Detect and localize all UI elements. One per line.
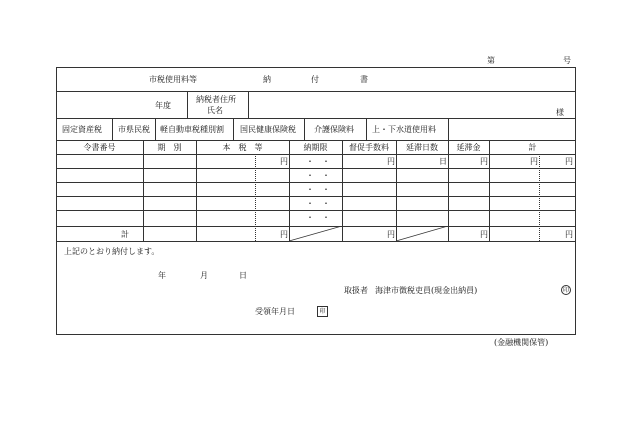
column-header-total: 計: [528, 143, 537, 152]
receiver-name: 海津市徴税吏員(現金出納員): [375, 286, 478, 295]
title-char-2: 付: [311, 75, 319, 84]
unit-day: 日: [439, 157, 447, 166]
title-char-3: 書: [360, 75, 368, 84]
date-day-label: 日: [239, 271, 247, 280]
unit-yen: 円: [280, 230, 288, 239]
unit-yen: 円: [530, 157, 538, 166]
received-date-label: 受領年月日: [255, 307, 295, 316]
column-header-notice-no: 令書番号: [83, 143, 116, 152]
date-month-label: 月: [200, 271, 208, 280]
category-light-vehicle-tax: 軽自動車税種別割: [160, 125, 224, 134]
category-water-sewer: 上・下水道使用料: [372, 125, 436, 134]
unit-yen: 円: [387, 157, 395, 166]
unit-yen: 円: [480, 157, 488, 166]
date-year-label: 年: [158, 271, 166, 280]
unit-yen: 円: [565, 157, 573, 166]
receiver-label: 取扱者: [344, 286, 368, 295]
category-resident-tax: 市県民税: [118, 125, 150, 134]
seal-mark: 印: [562, 287, 569, 294]
due-date-dots: ・ ・: [306, 157, 330, 166]
unit-yen: 円: [565, 230, 573, 239]
fiscal-year-label: 年度: [155, 101, 171, 110]
column-header-penalty: 延滞金: [456, 143, 481, 152]
category-care-insurance: 介護保険料: [314, 125, 354, 134]
diagonal-slash: [289, 226, 342, 241]
total-row-label: 計: [121, 230, 129, 239]
unit-yen: 円: [387, 230, 395, 239]
honorific-label: 様: [556, 108, 564, 117]
column-header-overdue-days: 延滞日数: [406, 143, 438, 152]
taxpayer-address-label: 納税者住所: [196, 95, 236, 104]
column-header-due-date: 納期限: [303, 143, 328, 152]
unit-yen: 円: [480, 230, 488, 239]
due-date-dots: ・ ・: [306, 213, 330, 222]
number-prefix: 第: [487, 56, 495, 65]
column-header-amount: 本 税 等: [222, 143, 263, 152]
diagonal-slash: [396, 226, 448, 241]
due-date-dots: ・ ・: [306, 199, 330, 208]
column-header-term: 期 別: [157, 143, 182, 152]
title-char-1: 納: [263, 75, 271, 84]
bank-copy-note: (金融機関保管): [494, 338, 549, 347]
category-health-insurance-tax: 国民健康保険税: [240, 125, 296, 134]
number-suffix: 号: [563, 56, 571, 65]
taxpayer-name-label: 氏名: [207, 106, 223, 115]
category-fixed-asset-tax: 固定資産税: [62, 125, 102, 134]
subject-label: 市税使用料等: [149, 75, 197, 84]
payment-statement: 上記のとおり納付します。: [64, 247, 160, 256]
unit-yen: 円: [280, 157, 288, 166]
received-seal-box: 印: [317, 306, 328, 317]
due-date-dots: ・ ・: [306, 185, 330, 194]
due-date-dots: ・ ・: [306, 171, 330, 180]
column-header-reminder-fee: 督促手数料: [349, 143, 389, 152]
